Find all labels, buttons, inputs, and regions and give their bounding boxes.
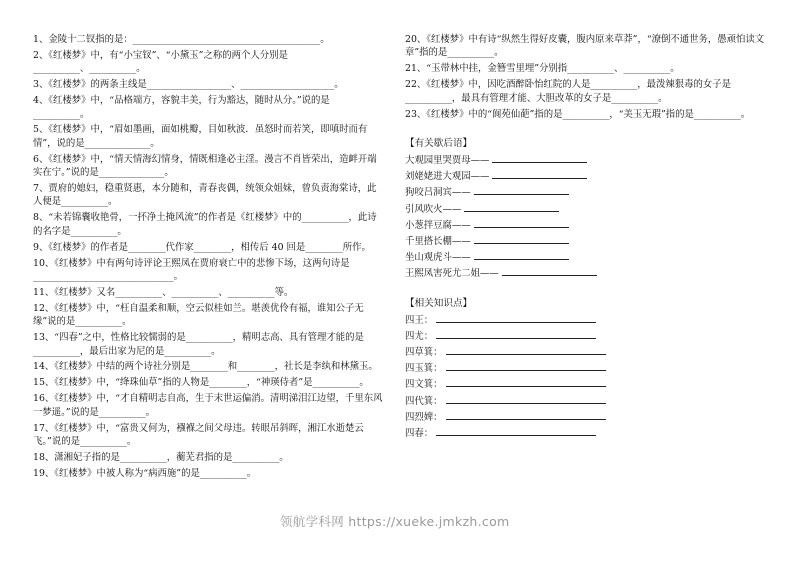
question-15: 15、《红楼梦》中，“绛珠仙草”指的人物是________，“神瑛侍者”是__________。 xyxy=(33,377,369,389)
question-11: 11、《红楼梦》又名__________、__________、__________等。 xyxy=(33,286,294,298)
saying-text: 千里搭长棚—— xyxy=(405,235,471,247)
knowledge-row xyxy=(405,345,765,359)
answer-line[interactable] xyxy=(436,329,596,339)
knowledge-label: 四草箕： xyxy=(405,346,443,358)
answer-line[interactable] xyxy=(446,361,606,371)
knowledge-row xyxy=(405,329,765,343)
question-9: 9、《红楼梦》的作者是________代作家________，相传后 40 回是________所作。 xyxy=(33,241,371,253)
question-13: 13、“四春”之中，性格比较懦弱的是__________，精明志高、具有管理才能的是__________，最后出家为尼的是__________。 xyxy=(33,332,364,357)
knowledge-label: 四春： xyxy=(405,427,434,439)
question-17: 17、《红楼梦》中，“富贵又何为，襁褓之间父母违。转眼吊斜晖，湘江水逝楚云飞。”说的是__________。 xyxy=(33,422,364,447)
knowledge-label: 四烈婢： xyxy=(405,411,443,423)
knowledge-section-title: 【相关知识点】 xyxy=(405,297,473,309)
question-2: 2、《红楼梦》中，有“小宝钗”、“小黛玉”之称的两个人分别是 __________、__________。 xyxy=(33,49,288,75)
question-8: 8、“未若锦囊收艳骨，一抔净土掩风流”的作者是《红楼梦》中的__________，此诗的名字是__________。 xyxy=(33,212,377,237)
answer-line[interactable] xyxy=(474,185,569,195)
question-18: 18、潇湘妃子指的是__________，蘅芜君指的是__________。 xyxy=(33,451,289,463)
saying-row xyxy=(405,169,765,183)
answer-line[interactable] xyxy=(502,266,597,276)
saying-row xyxy=(405,250,765,264)
answer-line[interactable] xyxy=(474,218,569,228)
question-4: 4、《红楼梦》中，“品格端方，容貌丰美，行为豁达，随时从分。”说的是__________。 xyxy=(33,95,330,120)
question-19: 19、《红楼梦》中被人称为“病西施”的是__________。 xyxy=(33,467,257,479)
question-7: 7、贾府的媳妇，稳重贤惠，本分随和，青春丧偶，统领众姐妹，曾负责海棠诗，此人便是__________。 xyxy=(33,183,377,208)
knowledge-row xyxy=(405,394,765,408)
answer-line[interactable] xyxy=(492,169,587,179)
answer-line[interactable] xyxy=(446,410,606,420)
knowledge-list xyxy=(405,313,765,441)
question-23: 23、《红楼梦》中的“阆苑仙葩”指的是__________，“美玉无瑕”指的是__________。 xyxy=(405,108,751,120)
saying-text: 小葱拌豆腐—— xyxy=(405,219,471,231)
answer-line[interactable] xyxy=(474,234,569,244)
answer-line[interactable] xyxy=(446,394,606,404)
sayings-list xyxy=(405,153,765,281)
question-21: 21、“玉带林中挂，金簪雪里埋”分别指__________、__________。 xyxy=(405,63,680,75)
saying-row xyxy=(405,234,765,248)
answer-line[interactable] xyxy=(446,345,606,355)
question-20: 20、《红楼梦》中有诗“纵然生得好皮囊，腹内原来草莽”，“潦倒不通世务，愚顽怕读文章”指的是__________。 xyxy=(405,34,765,59)
left-column xyxy=(33,33,385,483)
saying-text: 刘姥姥进大观园—— xyxy=(405,171,490,183)
question-5: 5、《红楼梦》中，“眉如墨画，面如桃瓣，目如秋波．虽怒时而若笑，即嗔时而有情”，说的是______________。 xyxy=(33,124,368,149)
question-22: 22、《红楼梦》中，因吃酒醉卧怡红院的人是__________，最泼辣狠毒的女子是__________，最具有管理才能、大胆改革的女子是__________。 xyxy=(405,79,731,104)
saying-text: 坐山观虎斗—— xyxy=(405,252,471,264)
knowledge-row xyxy=(405,377,765,391)
saying-row xyxy=(405,202,765,216)
saying-text: 狗咬吕洞宾—— xyxy=(405,187,471,199)
knowledge-label: 四尤： xyxy=(405,330,434,342)
knowledge-label: 四代箕： xyxy=(405,395,443,407)
question-16: 16、《红楼梦》中，“才自精明志自高，生于末世运偏消。清明涕泪江边望，千里东风一梦遥。”说的是__________。 xyxy=(33,393,383,418)
question-12: 12、《红楼梦》中，“枉自温柔和顺，空云似桂如兰。堪羡优伶有福，谁知公子无缘”说的是__________。 xyxy=(33,302,364,328)
question-6: 6、《红楼梦》中，“情天情海幻情身，情既相逢必主淫。漫言不肖皆荣出，造衅开端实在宁。”说的是______________。 xyxy=(33,153,377,179)
saying-text: 大观园里哭贾母—— xyxy=(405,154,490,166)
knowledge-label: 四文箕： xyxy=(405,379,443,391)
answer-line[interactable] xyxy=(464,202,559,212)
watermark: 领航学科网 https://xueke.jmkzh.com xyxy=(280,514,510,529)
question-14: 14、《红楼梦》中结的两个诗社分别是________和________，社长是李纨和林黛玉。 xyxy=(33,361,378,373)
answer-line[interactable] xyxy=(474,250,569,260)
answer-line[interactable] xyxy=(492,153,587,163)
right-column xyxy=(405,33,765,442)
question-1: 1、金陵十二钗指的是：________________________________________。 xyxy=(33,34,330,45)
answer-line[interactable] xyxy=(436,313,596,323)
knowledge-row xyxy=(405,313,765,327)
saying-text: 引风吹火—— xyxy=(405,203,462,215)
knowledge-label: 四王： xyxy=(405,314,434,326)
knowledge-label: 四玉箕： xyxy=(405,363,443,375)
knowledge-row xyxy=(405,410,765,424)
answer-line[interactable] xyxy=(436,426,596,436)
saying-row xyxy=(405,266,765,280)
knowledge-row xyxy=(405,426,765,440)
question-3: 3、《红楼梦》的两条主线是__________________、____________________。 xyxy=(33,79,344,91)
saying-row xyxy=(405,218,765,232)
sayings-section-title: 【有关歇后语】 xyxy=(405,137,473,149)
knowledge-row xyxy=(405,361,765,375)
question-10: 10、《红楼梦》中有两句诗评论王熙凤在贾府衰亡中的悲惨下场，这两句诗是______________________________。 xyxy=(33,257,350,282)
saying-row xyxy=(405,185,765,199)
saying-text: 王熙凤害死尤二姐—— xyxy=(405,268,499,280)
answer-line[interactable] xyxy=(446,377,606,387)
saying-row xyxy=(405,153,765,167)
